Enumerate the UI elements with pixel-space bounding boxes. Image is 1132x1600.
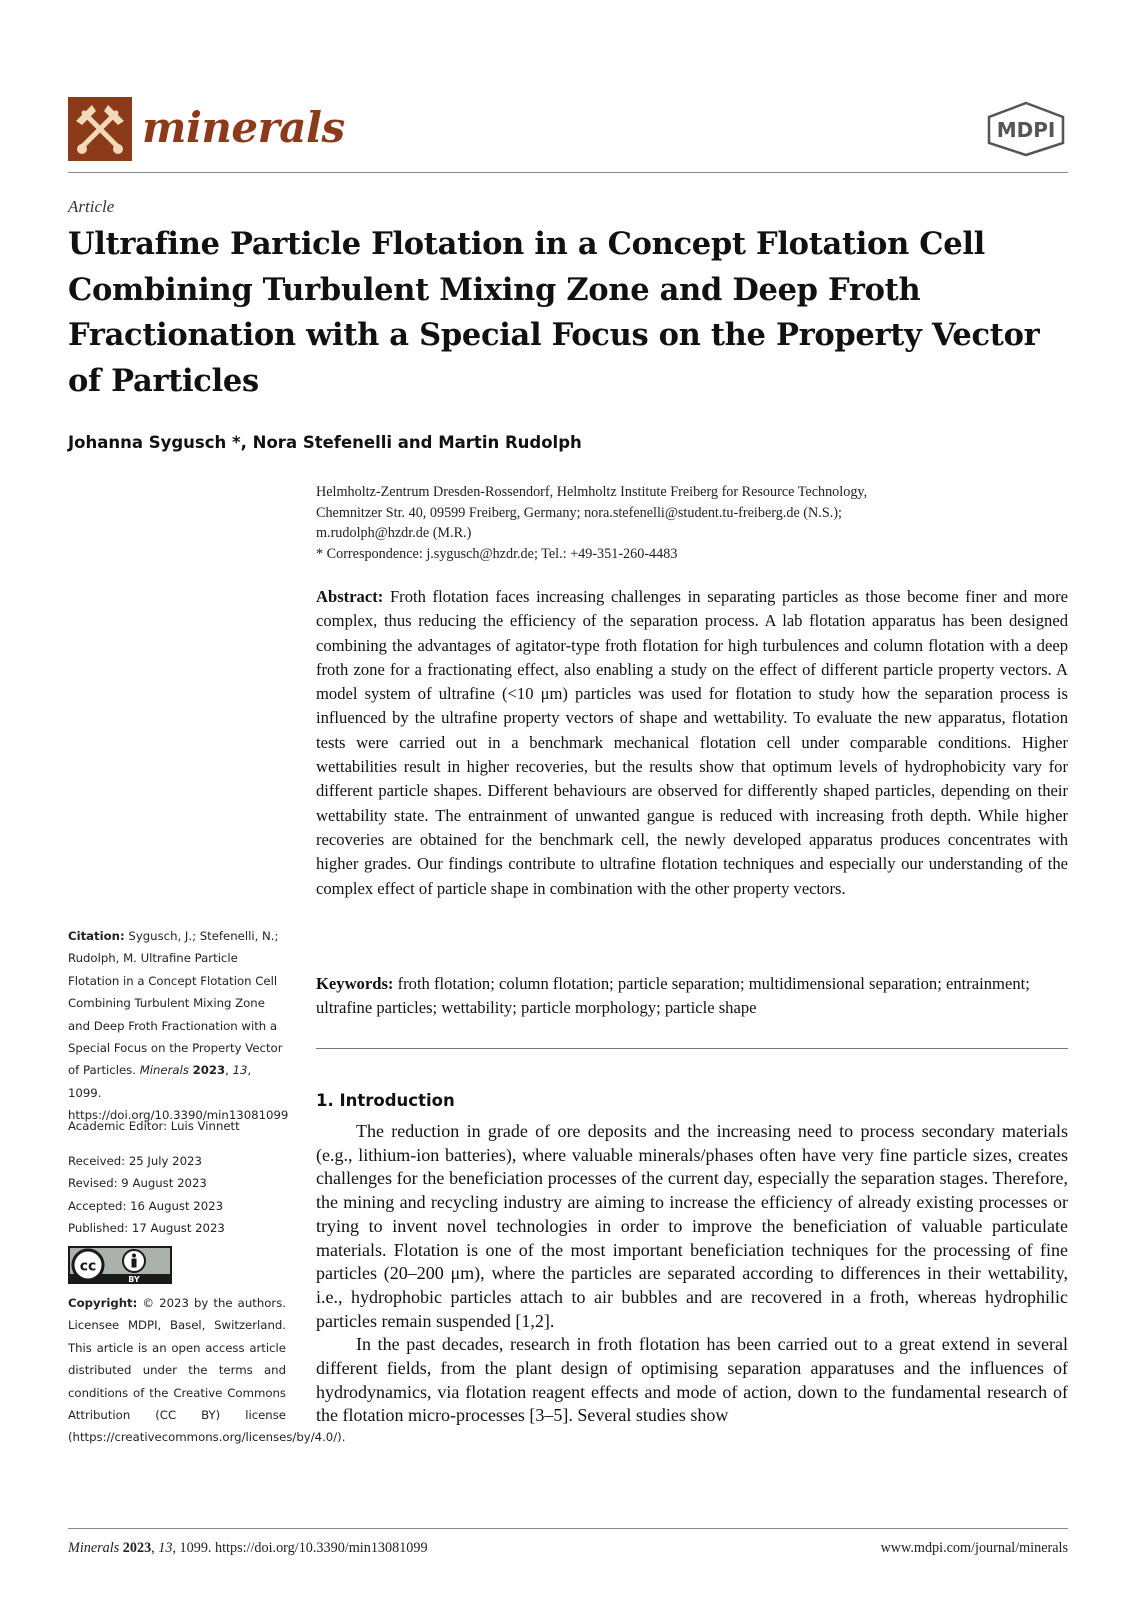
citation-year: 2023 <box>192 1063 226 1078</box>
svg-text:cc: cc <box>79 1258 97 1275</box>
footer-citation: Minerals 2023, 13, 1099. https://doi.org/10.3390/min13081099 <box>68 1540 428 1556</box>
citation-text: Sygusch, J.; Stefenelli, N.; Rudolph, M. Ultrafine Particle Flotation in a Concept Flotation Cell Combining Turbulent Mixing Zone and Deep Froth Fractionation with a Special Focus on the Property Vector of Particles. <box>68 929 283 1078</box>
footer-volume: 13 <box>158 1540 173 1556</box>
cc-badge-label: BY <box>128 1275 140 1284</box>
article-type: Article <box>68 197 115 216</box>
journal-logo <box>68 97 132 161</box>
affiliation-line: Chemnitzer Str. 40, 09599 Freiberg, Germany; nora.stefenelli@student.tu-freiberg.de (N.S.); <box>316 504 842 521</box>
affiliation-line: Helmholtz-Zentrum Dresden-Rossendorf, Helmholtz Institute Freiberg for Resource Technology, <box>316 484 868 500</box>
citation-block: Citation: Sygusch, J.; Stefenelli, N.; Rudolph, M. Ultrafine Particle Flotation in a Concept Flotation Cell Combining Turbulent Mixing Zone and Deep Froth Fractionation with a Special Focus on the Property Vector of Particles. Minerals 2023, 13, 1099. https://doi.org/10.3390/min13081099 <box>68 929 289 1123</box>
mdpi-logo <box>984 100 1068 158</box>
citation-pages: , 1099. <box>68 1063 252 1100</box>
abstract-label: Abstract: <box>316 587 384 606</box>
citation-doi-link[interactable]: https://doi.org/10.3390/min13081099 <box>68 1108 289 1123</box>
journal-name: minerals <box>142 103 345 152</box>
crossed-hammers-icon <box>68 97 132 161</box>
mdpi-logo-text: MDPI <box>996 118 1056 142</box>
footer-journal-url[interactable]: www.mdpi.com/journal/minerals <box>880 1540 1068 1556</box>
section-heading-introduction: 1. Introduction <box>316 1091 455 1110</box>
copyright-block <box>68 1292 346 1449</box>
author-list: Johanna Sygusch *, Nora Stefenelli and Martin Rudolph <box>68 433 582 452</box>
date-accepted: Accepted: 16 August 2023 <box>68 1198 224 1213</box>
keywords-text: froth flotation; column flotation; particle separation; multidimensional separation; entrainment; ultrafine particles; wettability; particle morphology; particle shape <box>316 974 1030 1018</box>
header-divider <box>68 172 1068 173</box>
footer-year: 2023 <box>122 1540 152 1556</box>
academic-editor: Academic Editor: Luis Vinnett <box>68 1119 240 1133</box>
keywords <box>316 972 1068 1021</box>
publication-dates <box>68 1150 286 1240</box>
footer-journal: Minerals <box>68 1540 120 1556</box>
citation-label: Citation: <box>68 929 125 943</box>
citation-volume: 13 <box>232 1063 248 1078</box>
abstract-text: Froth flotation faces increasing challenges in separating particles as those become finer and more complex, thus reducing the efficiency of the separation process. A lab flotation apparatus has been designed combining the advantages of agitator-type froth flotation for high turbulences and column flotation with a deep froth zone for a fractionating effect, also enabling a study on the effect of different particle property vectors. A model system of ultrafine (<10 μm) particles was used for flotation to study how the separation process is influenced by the ultrafine property vectors of shape and wettability. To evaluate the new apparatus, flotation tests were carried out in a benchmark mechanical flotation cell under comparable conditions. Higher wettabilities result in higher recoveries, but the results show that optimum levels of hydrophobicity vary for different particle shapes. Different behaviours are observed for differently shaped particles, depending on their wettability state. The entrainment of unwanted gangue is reduced with increasing froth depth. While higher recoveries are obtained for the benchmark cell, the newly developed apparatus produces concentrates with higher grades. Our findings contribute to ultrafine flotation techniques and especially our understanding of the complex effect of particle shape in combination with the other property vectors. <box>316 587 1068 898</box>
body-paragraph: The reduction in grade of ore deposits and the increasing need to process secondary materials (e.g., lithium-ion batteries), where valuable minerals/phases often have very fine particle sizes, creates challenges for the beneficiation processes of the current day, especially the separation stages. Therefore, the mining and recycling industry are aiming to increase the efficiency of already existing processes or trying to invent novel technologies in order to improve the beneficiation of valuable particulate materials. Flotation is one of the most important beneficiation techniques for the processing of fine particles (20–200 μm), where the particles are separated according to differences in their wettability, i.e., hydrophobic particles attach to air bubbles and are recovered in a froth, whereas hydrophilic particles remain suspended [1,2]. <box>316 1121 1068 1331</box>
cc-by-license-badge[interactable] <box>68 1246 172 1284</box>
correspondence-line: * Correspondence: j.sygusch@hzdr.de; Tel.: +49-351-260-4483 <box>316 545 678 562</box>
section-divider <box>316 1048 1068 1049</box>
footer-divider <box>68 1528 1068 1529</box>
abstract <box>316 585 1068 901</box>
date-revised: Revised: 9 August 2023 <box>68 1176 207 1191</box>
copyright-label: Copyright: <box>68 1296 138 1310</box>
body-paragraph: In the past decades, research in froth flotation has been carried out to a great extend in several different fields, from the plant design of optimising separation apparatuses and the influences of hydrodynamics, via flotation reagent effects and mode of action, down to the fundamental research of the flotation micro-processes [3–5]. Several studies show <box>316 1334 1068 1426</box>
date-received: Received: 25 July 2023 <box>68 1154 202 1168</box>
affiliation-block <box>316 482 1068 564</box>
introduction-body <box>316 1120 1068 1428</box>
footer-doi[interactable]: , 1099. https://doi.org/10.3390/min13081099 <box>172 1540 428 1556</box>
citation-journal: Minerals <box>139 1063 189 1078</box>
date-published: Published: 17 August 2023 <box>68 1221 225 1236</box>
copyright-text: © 2023 by the authors. Licensee MDPI, Basel, Switzerland. This article is an open access article distributed under the terms and conditions of the Creative Commons Attribution (CC BY) license (https://creativecommons.org/licenses/by/4.0/). <box>68 1296 346 1445</box>
article-title: Ultrafine Particle Flotation in a Concept Flotation Cell Combining Turbulent Mixing Zone and Deep Froth Fractionation with a Special Focus on the Property Vector of Particles <box>68 226 1040 399</box>
affiliation-line: m.rudolph@hzdr.de (M.R.) <box>316 525 472 542</box>
keywords-label: Keywords: <box>316 974 394 993</box>
